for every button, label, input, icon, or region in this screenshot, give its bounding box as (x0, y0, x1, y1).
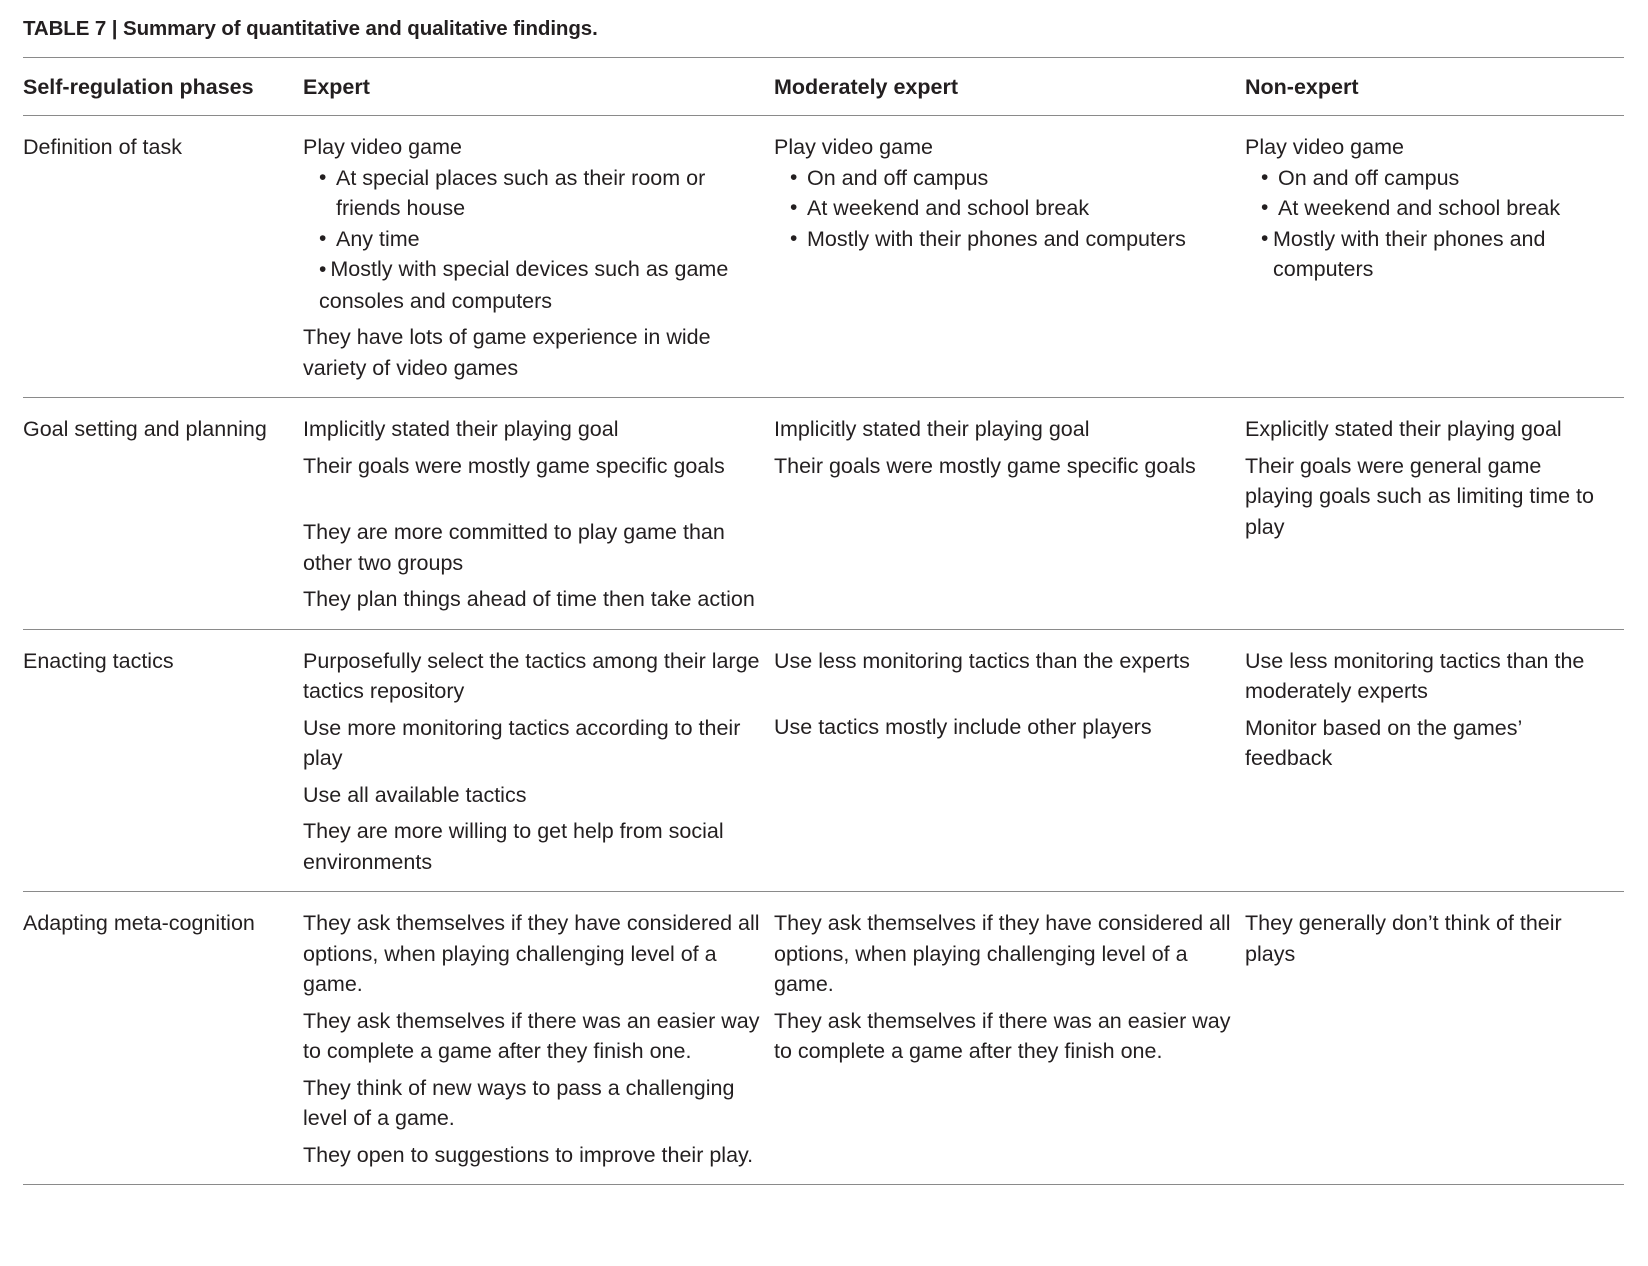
bullet-icon: • (1261, 226, 1269, 250)
cell-text: Use all available tactics (303, 782, 527, 807)
moderately-expert-cell (774, 398, 1245, 630)
cell-text: Play video game (1245, 135, 1404, 159)
cell-text: They plan things ahead of time then take action (303, 587, 755, 611)
table-row (23, 892, 1624, 1185)
expert-cell (303, 116, 774, 398)
cell-text: They generally don’t think of their plays (1245, 911, 1562, 966)
cell-text: Implicitly stated their playing goal (303, 417, 619, 441)
cell-text: Monitor based on the games’ feedback (1245, 715, 1522, 770)
spacer (303, 487, 762, 517)
expert-cell (303, 892, 774, 1185)
table-caption: TABLE 7 | Summary of quantitative and qualitative findings. (23, 17, 598, 40)
bullet-list (1245, 163, 1612, 285)
list-item: • At special places such as their room or friends house (319, 163, 762, 224)
cell-text: Explicitly stated their playing goal (1245, 417, 1562, 441)
cell-text: They think of new ways to pass a challenging level of a game. (303, 1075, 735, 1130)
cell-text: Their goals were mostly game specific goals (303, 453, 725, 478)
cell-text: Use less monitoring tactics than the moderately experts (1245, 648, 1585, 703)
non-expert-cell (1245, 398, 1624, 630)
bullet-icon: • (1261, 196, 1269, 219)
cell-text: They are more willing to get help from social environments (303, 819, 724, 874)
cell-text: They ask themselves if they have considered all options, when playing challenging level of a game. (774, 911, 1231, 996)
bullet-icon: • (790, 196, 798, 219)
phase-cell: Definition of task (23, 116, 303, 398)
list-item: • On and off campus (1261, 163, 1612, 194)
bullet-icon: • (790, 165, 798, 189)
cell-text: Use more monitoring tactics according to their play (303, 715, 741, 770)
list-item: • Mostly with their phones and computers (790, 224, 1233, 255)
cell-text: Play video game (774, 135, 933, 159)
expert-cell (303, 398, 774, 630)
cell-text: Purposefully select the tactics among their large tactics repository (303, 648, 760, 703)
list-item: • On and off campus (790, 163, 1233, 194)
cell-text: Use tactics mostly include other players (774, 715, 1152, 739)
header-non-expert: Non-expert (1245, 58, 1624, 116)
cell-text: Their goals were mostly game specific goals (774, 453, 1196, 478)
moderately-expert-cell (774, 892, 1245, 1185)
table-row (23, 398, 1624, 630)
cell-text: Implicitly stated their playing goal (774, 417, 1090, 441)
cell-text: They open to suggestions to improve their play. (303, 1142, 754, 1167)
list-item: • At weekend and school break (1261, 193, 1612, 224)
header-phases: Self-regulation phases (23, 58, 303, 116)
bullet-icon: • (319, 226, 327, 250)
phase-cell: Enacting tactics (23, 629, 303, 892)
moderately-expert-cell (774, 629, 1245, 892)
list-item: • Any time (319, 224, 762, 255)
bullet-icon: • (1261, 165, 1269, 189)
bullet-icon: • (319, 258, 327, 281)
list-item: • Mostly with their phones and computers (1261, 224, 1612, 285)
bullet-icon: • (319, 165, 327, 189)
cell-text: Play video game (303, 135, 462, 159)
cell-text: They ask themselves if there was an easier way to complete a game after they finish one. (303, 1008, 760, 1063)
non-expert-cell (1245, 116, 1624, 398)
header-row (23, 58, 1624, 116)
bullet-list (774, 163, 1233, 255)
phase-cell: Adapting meta-cognition (23, 892, 303, 1185)
spacer (774, 682, 1233, 712)
cell-text: They ask themselves if there was an easier way to complete a game after they finish one. (774, 1008, 1231, 1063)
expert-cell (303, 629, 774, 892)
header-expert: Expert (303, 58, 774, 116)
bullet-icon: • (790, 226, 798, 250)
cell-text: Use less monitoring tactics than the experts (774, 648, 1190, 673)
list-item: • Mostly with special devices such as game consoles and computers (319, 257, 729, 313)
table-row (23, 116, 1624, 398)
cell-text: They ask themselves if they have considered all options, when playing challenging level of a game. (303, 911, 760, 996)
cell-text: They have lots of game experience in wide variety of video games (303, 325, 711, 380)
cell-text: They are more committed to play game than other two groups (303, 520, 725, 575)
findings-table (23, 58, 1624, 1185)
bullet-list (303, 163, 762, 317)
table-row (23, 629, 1624, 892)
moderately-expert-cell (774, 116, 1245, 398)
phase-cell: Goal setting and planning (23, 398, 303, 630)
non-expert-cell (1245, 892, 1624, 1185)
cell-text: Their goals were general game playing goals such as limiting time to play (1245, 453, 1594, 539)
non-expert-cell (1245, 629, 1624, 892)
header-moderately-expert: Moderately expert (774, 58, 1245, 116)
list-item: • At weekend and school break (790, 193, 1233, 224)
